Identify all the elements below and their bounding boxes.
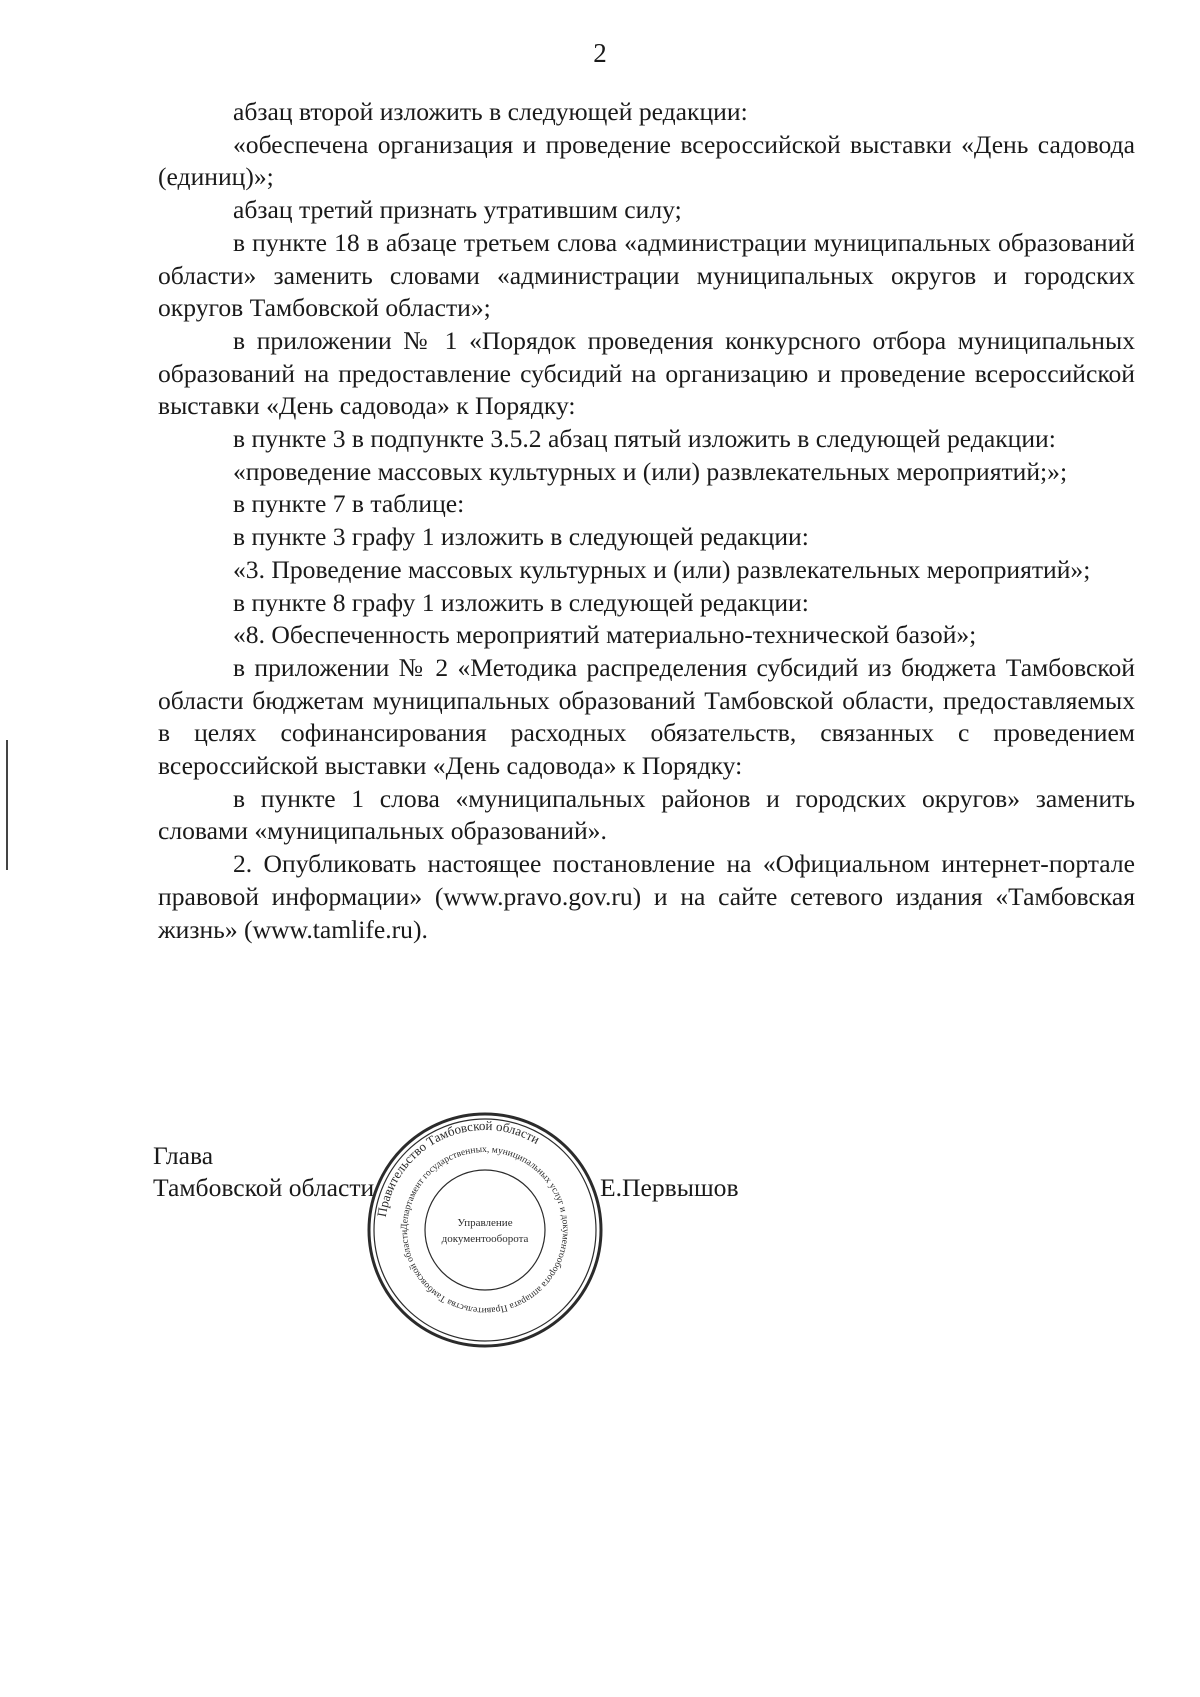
paragraph: абзац второй изложить в следующей редакции: xyxy=(233,97,748,126)
paragraph: в пункте 1 слова «муниципальных районов и городских округов» заменить словами «муниципальных образований». xyxy=(158,783,1135,846)
paragraph: в приложении № 1 «Порядок проведения конкурсного отбора муниципальных образований на предоставление субсидий на организацию и проведение всероссийской выставки «День садовода» к Порядку: xyxy=(158,325,1135,421)
paragraph: в пункте 3 в подпункте 3.5.2 абзац пятый изложить в следующей редакции: xyxy=(233,424,1056,454)
official-seal-stamp xyxy=(365,1110,605,1350)
signature-title-line1: Глава xyxy=(153,1141,214,1170)
document-body xyxy=(158,96,1135,946)
signer-name: Е.Первышов xyxy=(600,1173,739,1202)
scan-edge-mark xyxy=(6,740,8,870)
paragraph: «проведение массовых культурных и (или) развлекательных мероприятий;»; xyxy=(233,456,1068,486)
signature-title-line2: Тамбовской области xyxy=(153,1173,375,1202)
paragraph: «3. Проведение массовых культурных и (или) развлекательных мероприятий»; xyxy=(233,554,1091,584)
page-number: 2 xyxy=(593,38,607,68)
signature-title xyxy=(153,1140,374,1204)
paragraph: в пункте 8 графу 1 изложить в следующей редакции: xyxy=(233,587,809,617)
paragraph: «8. Обеспеченность мероприятий материально-технической базой»; xyxy=(233,620,977,650)
seal-center-line2: документооборота xyxy=(441,1233,529,1245)
paragraph: абзац третий признать утратившим силу; xyxy=(233,195,682,225)
paragraph: в пункте 18 в абзаце третьем слова «администрации муниципальных образований области» заменить словами «администрации муниципальных округов и городских округов Тамбовской области»; xyxy=(158,227,1135,323)
paragraph: в пункте 7 в таблице: xyxy=(233,489,465,519)
seal-outer-text: Правительство Тамбовской области xyxy=(373,1117,543,1218)
seal-ring-text: Департамент государственных, муниципальных услуг и документооборота аппарата Правительства Тамбовской области xyxy=(399,1144,571,1316)
paragraph: в пункте 3 графу 1 изложить в следующей редакции: xyxy=(233,522,809,552)
paragraph: 2. Опубликовать настоящее постановление на «Официальном интернет-портале правовой информации» (www.pravo.gov.ru) и на сайте сетевого издания «Тамбовская жизнь» (www.tamlife.ru). xyxy=(158,849,1135,944)
seal-icon xyxy=(365,1110,605,1350)
seal-center-line1: Управление xyxy=(457,1217,513,1229)
paragraph: в приложении № 2 «Методика распределения субсидий из бюджета Тамбовской области бюджетам муниципальных образований Тамбовской области, предоставляемых в целях софинансирования расходных обязательств, связанных с проведением всероссийской выставки «День садовода» к Порядку: xyxy=(158,652,1135,781)
paragraph: «обеспечена организация и проведение всероссийской выставки «День садовода (единиц)»; xyxy=(158,129,1135,192)
